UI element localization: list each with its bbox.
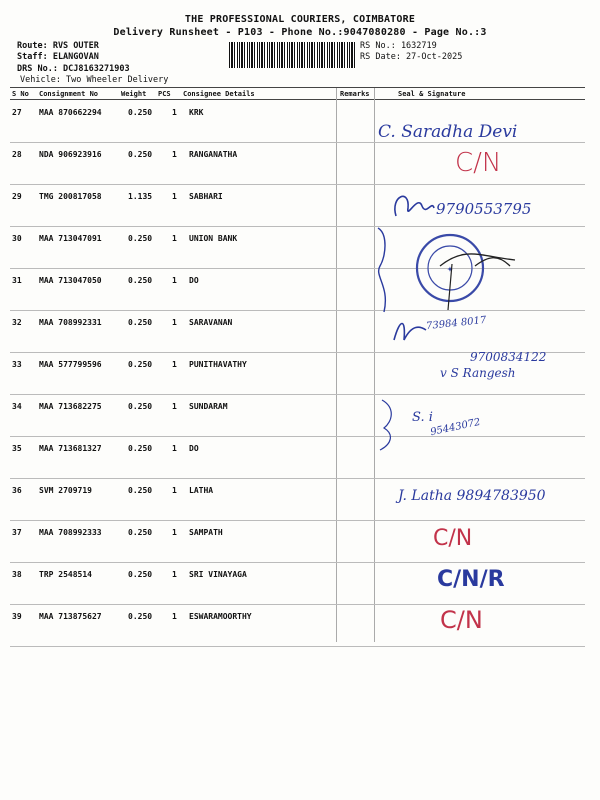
- cell-pcs: 1: [172, 234, 177, 243]
- cell-consignee: SARAVANAN: [189, 318, 233, 327]
- col-header-weight: Weight: [121, 90, 147, 98]
- cell-consignment: SVM 2709719: [39, 486, 92, 495]
- bracket-mark-icon: [372, 398, 412, 453]
- cell-consignee: SABHARI: [189, 192, 223, 201]
- cell-consignee: RANGANATHA: [189, 150, 238, 159]
- table-top-rule: [10, 87, 585, 88]
- col-header-pcs: PCS: [158, 90, 171, 98]
- table-row: [0, 563, 600, 605]
- cell-consignment: MAA 713047050: [39, 276, 102, 285]
- drs-label: DRS No.: DCJ8163271903: [17, 64, 130, 74]
- number-row-33: 9700834122: [470, 350, 547, 364]
- cell-weight: 0.250: [128, 570, 153, 579]
- cell-consignee: LATHA: [189, 486, 214, 495]
- mark-row-38: C/N/R: [437, 567, 505, 592]
- cell-pcs: 1: [172, 108, 177, 117]
- cell-pcs: 1: [172, 360, 177, 369]
- cell-consignee: SUNDARAM: [189, 402, 228, 411]
- name-row-33: v S Rangesh: [440, 366, 516, 380]
- scribble-signature-icon: [390, 316, 430, 346]
- mark-row-37: C/N: [433, 526, 473, 551]
- cell-consignee: SRI VINAYAGA: [189, 570, 247, 579]
- bank-stamp-icon: [370, 226, 520, 316]
- col-header-consignee: Consignee Details: [183, 90, 255, 98]
- cell-pcs: 1: [172, 150, 177, 159]
- cell-consignment: MAA 708992331: [39, 318, 102, 327]
- mark-row-28: C/N: [455, 148, 502, 178]
- cell-consignment: MAA 577799596: [39, 360, 102, 369]
- cell-pcs: 1: [172, 402, 177, 411]
- cell-sno: 33: [12, 360, 22, 369]
- cell-weight: 0.250: [128, 486, 153, 495]
- col-header-signature: Seal & Signature: [398, 90, 466, 98]
- table-header-rule: [10, 99, 585, 100]
- cell-pcs: 1: [172, 318, 177, 327]
- company-title: THE PROFESSIONAL COURIERS, COIMBATORE: [184, 14, 416, 25]
- cell-weight: 0.250: [128, 402, 153, 411]
- cell-sno: 30: [12, 234, 22, 243]
- cell-sno: 34: [12, 402, 22, 411]
- cell-sno: 31: [12, 276, 22, 285]
- cell-pcs: 1: [172, 612, 177, 621]
- cell-sno: 35: [12, 444, 22, 453]
- cell-pcs: 1: [172, 570, 177, 579]
- col-header-sno: S No: [12, 90, 29, 98]
- cell-consignee: ESWARAMOORTHY: [189, 612, 252, 621]
- barcode: [229, 42, 356, 68]
- table-row: [0, 605, 600, 647]
- number-row-34: 95443072: [429, 416, 482, 439]
- runsheet-subtitle: Delivery Runsheet - P103 - Phone No.:9047080280 - Page No.:3: [113, 27, 487, 38]
- cell-consignment: TMG 200817058: [39, 192, 102, 201]
- cell-consignee: PUNITHAVATHY: [189, 360, 247, 369]
- cell-weight: 0.250: [128, 234, 153, 243]
- cell-weight: 0.250: [128, 276, 153, 285]
- initial-row-34: S. i: [412, 410, 433, 425]
- cell-weight: 0.250: [128, 528, 153, 537]
- cell-weight: 0.250: [128, 108, 153, 117]
- cell-sno: 32: [12, 318, 22, 327]
- cell-consignment: TRP 2548514: [39, 570, 92, 579]
- cell-consignee: DO: [189, 444, 199, 453]
- cell-pcs: 1: [172, 192, 177, 201]
- cell-consignment: MAA 870662294: [39, 108, 102, 117]
- cell-consignment: MAA 713047091: [39, 234, 102, 243]
- cell-consignment: MAA 713682275: [39, 402, 102, 411]
- signature-row-36: J. Latha 9894783950: [398, 488, 546, 504]
- cell-weight: 0.250: [128, 150, 153, 159]
- table-row: [0, 395, 600, 437]
- cell-sno: 39: [12, 612, 22, 621]
- cell-consignee: SAMPATH: [189, 528, 223, 537]
- rs-date: RS Date: 27-Oct-2025: [360, 52, 463, 62]
- cell-consignment: MAA 713875627: [39, 612, 102, 621]
- route-label: Route: RVS OUTER: [17, 41, 99, 51]
- cell-sno: 29: [12, 192, 22, 201]
- signature-row-27: C. Saradha Devi: [378, 122, 518, 142]
- cell-consignment: MAA 708992333: [39, 528, 102, 537]
- cell-weight: 0.250: [128, 318, 153, 327]
- svg-text:✦: ✦: [446, 265, 454, 274]
- row-divider: [10, 646, 585, 647]
- cell-sno: 36: [12, 486, 22, 495]
- phone-row-29: 9790553795: [436, 200, 532, 218]
- cell-weight: 1.135: [128, 192, 153, 201]
- cell-pcs: 1: [172, 276, 177, 285]
- cell-sno: 28: [12, 150, 22, 159]
- table-row: [0, 521, 600, 563]
- cell-consignment: NDA 906923916: [39, 150, 102, 159]
- cell-weight: 0.250: [128, 360, 153, 369]
- mark-row-39: C/N: [440, 606, 483, 634]
- cell-pcs: 1: [172, 444, 177, 453]
- cell-sno: 37: [12, 528, 22, 537]
- cell-consignee: DO: [189, 276, 199, 285]
- rs-number: RS No.: 1632719: [360, 41, 437, 51]
- cell-sno: 27: [12, 108, 22, 117]
- cell-pcs: 1: [172, 528, 177, 537]
- vehicle-label: Vehicle: Two Wheeler Delivery: [20, 75, 169, 85]
- cell-weight: 0.250: [128, 444, 153, 453]
- col-header-remarks: Remarks: [340, 90, 370, 98]
- cell-consignment: MAA 713681327: [39, 444, 102, 453]
- staff-label: Staff: ELANGOVAN: [17, 52, 99, 62]
- cell-consignee: KRK: [189, 108, 204, 117]
- table-row: [0, 437, 600, 479]
- cell-weight: 0.250: [128, 612, 153, 621]
- col-header-consignment: Consignment No: [39, 90, 99, 98]
- table-row: [0, 311, 600, 353]
- scribble-signature-icon: [388, 186, 438, 226]
- cell-consignee: UNION BANK: [189, 234, 238, 243]
- number-row-32: 73984 8017: [425, 314, 487, 333]
- cell-sno: 38: [12, 570, 22, 579]
- table-row: [0, 143, 600, 185]
- cell-pcs: 1: [172, 486, 177, 495]
